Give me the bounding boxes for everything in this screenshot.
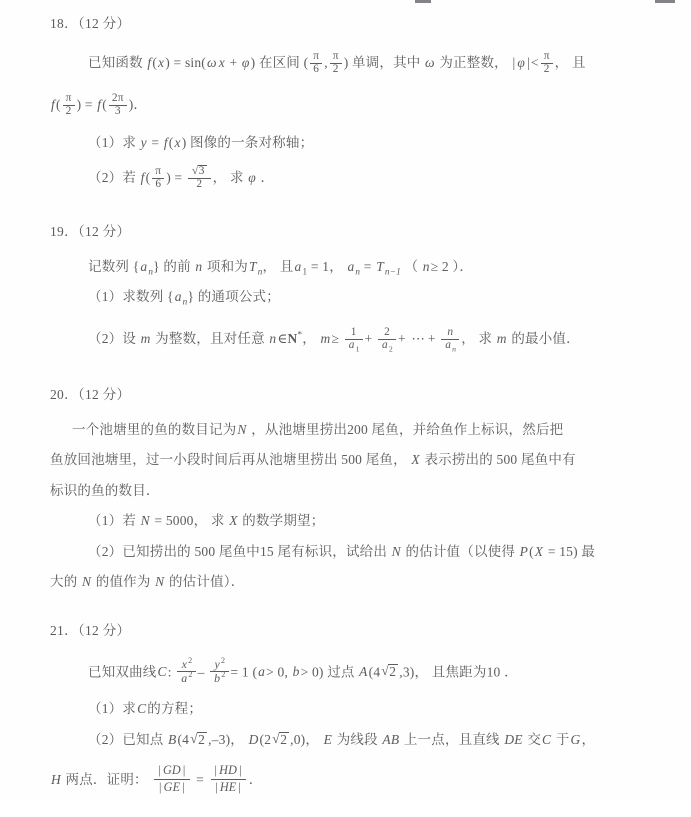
question-20-line-3: 标识的鱼的数目． [50,482,160,498]
question-19-line-1: 记数列 $\{a_n\}$ 的前 n 项和为$T_n$， 且$a_1 = 1$， $a_n = T_{n-1}$ （ n≥ 2 ）． [88,258,474,277]
question-20-line-1: 一个池塘里的鱼的数目记为N ，从池塘里捞出200 尾鱼，并给鱼作上标识，然后把 [72,421,564,437]
question-20-part-1: （1）若 N = 5000， 求 X 的数学期望； [88,513,325,529]
scan-artifact-left [415,0,431,3]
question-21-part-2: （2）已知点 B(4 √ 2 ,–3)， D(2 √ 2 ,0)， E 为线段 AB 上一点，且直线 DE 交C 于G， [0,732,691,747]
question-19 [0,220,691,353]
question-19-part-2: （2）设 m 为整数，且对任意 n∈N*， m≥ $\frac{1}{a_1}$ + $\frac{2}{a_2}$ + ⋯ + $\frac{n}{a_n}$ ， 求 m 的最小值． [88,326,580,354]
question-21 [0,619,691,795]
question-18-part-1: （1）求 y = f(x) 图像的一条对称轴； [88,134,314,150]
question-20-part-2: （2）已知捞出的 500 尾鱼中15 尾有标识，试给出 N 的估计值（以使得 P(X = 15) 最 [88,543,596,559]
question-21-line-4: H 两点．证明： $\frac{| GD |}{| GE |}$ = $\frac{| HD |}{| HE |}$ ． [51,762,263,794]
question-21-part-1: （1）求C的方程； [88,700,203,716]
question-21-line-1: 已知双曲线C: $\frac{x^2}{a^2}$ – $\frac{y^2}{b^2}$ = 1 (a> 0, b> 0) 过点 A(4 √ 2 ,3)， 且焦距为10 ． [0,659,691,685]
scan-artifact-right [655,0,675,3]
question-20-line-6: 大的 N 的值作为 N 的估计值）． [50,574,245,590]
question-18-line-1: 已知函数 f(x) = sin(ω x + φ) 在区间 ( $\frac{\pi}{6}$ , $\frac{\pi}{2}$ ) 单调，其中 ω 为正整数， | φ |< $\frac{\pi}{2}$ ， 且 [88,50,586,76]
question-19-part-1: （1）求数列 $\{a_n\}$ 的通项公式； [88,289,280,308]
question-18 [0,12,691,192]
question-20-heading: 20．（12 分） [50,386,131,402]
question-19-heading: 19．（12 分） [50,223,131,239]
question-20 [0,383,691,589]
question-18-line-2: f( $\frac{\pi}{2}$ ) = f( $\frac{2\pi}{3}$ )． [51,92,148,118]
question-20-line-2: 鱼放回池塘里，过一小段时间后再从池塘里捞出 500 尾鱼， X 表示捞出的 500 尾鱼中有 [50,452,576,468]
question-18-part-2: （2）若 f( $\frac{\pi}{6}$ ) = √ $\frac{3}{2}$ ， 求 φ ． [0,166,691,192]
question-18-heading: 18．（12 分） [50,16,131,31]
page-content [0,12,691,817]
question-21-heading: 21．（12 分） [50,622,131,638]
